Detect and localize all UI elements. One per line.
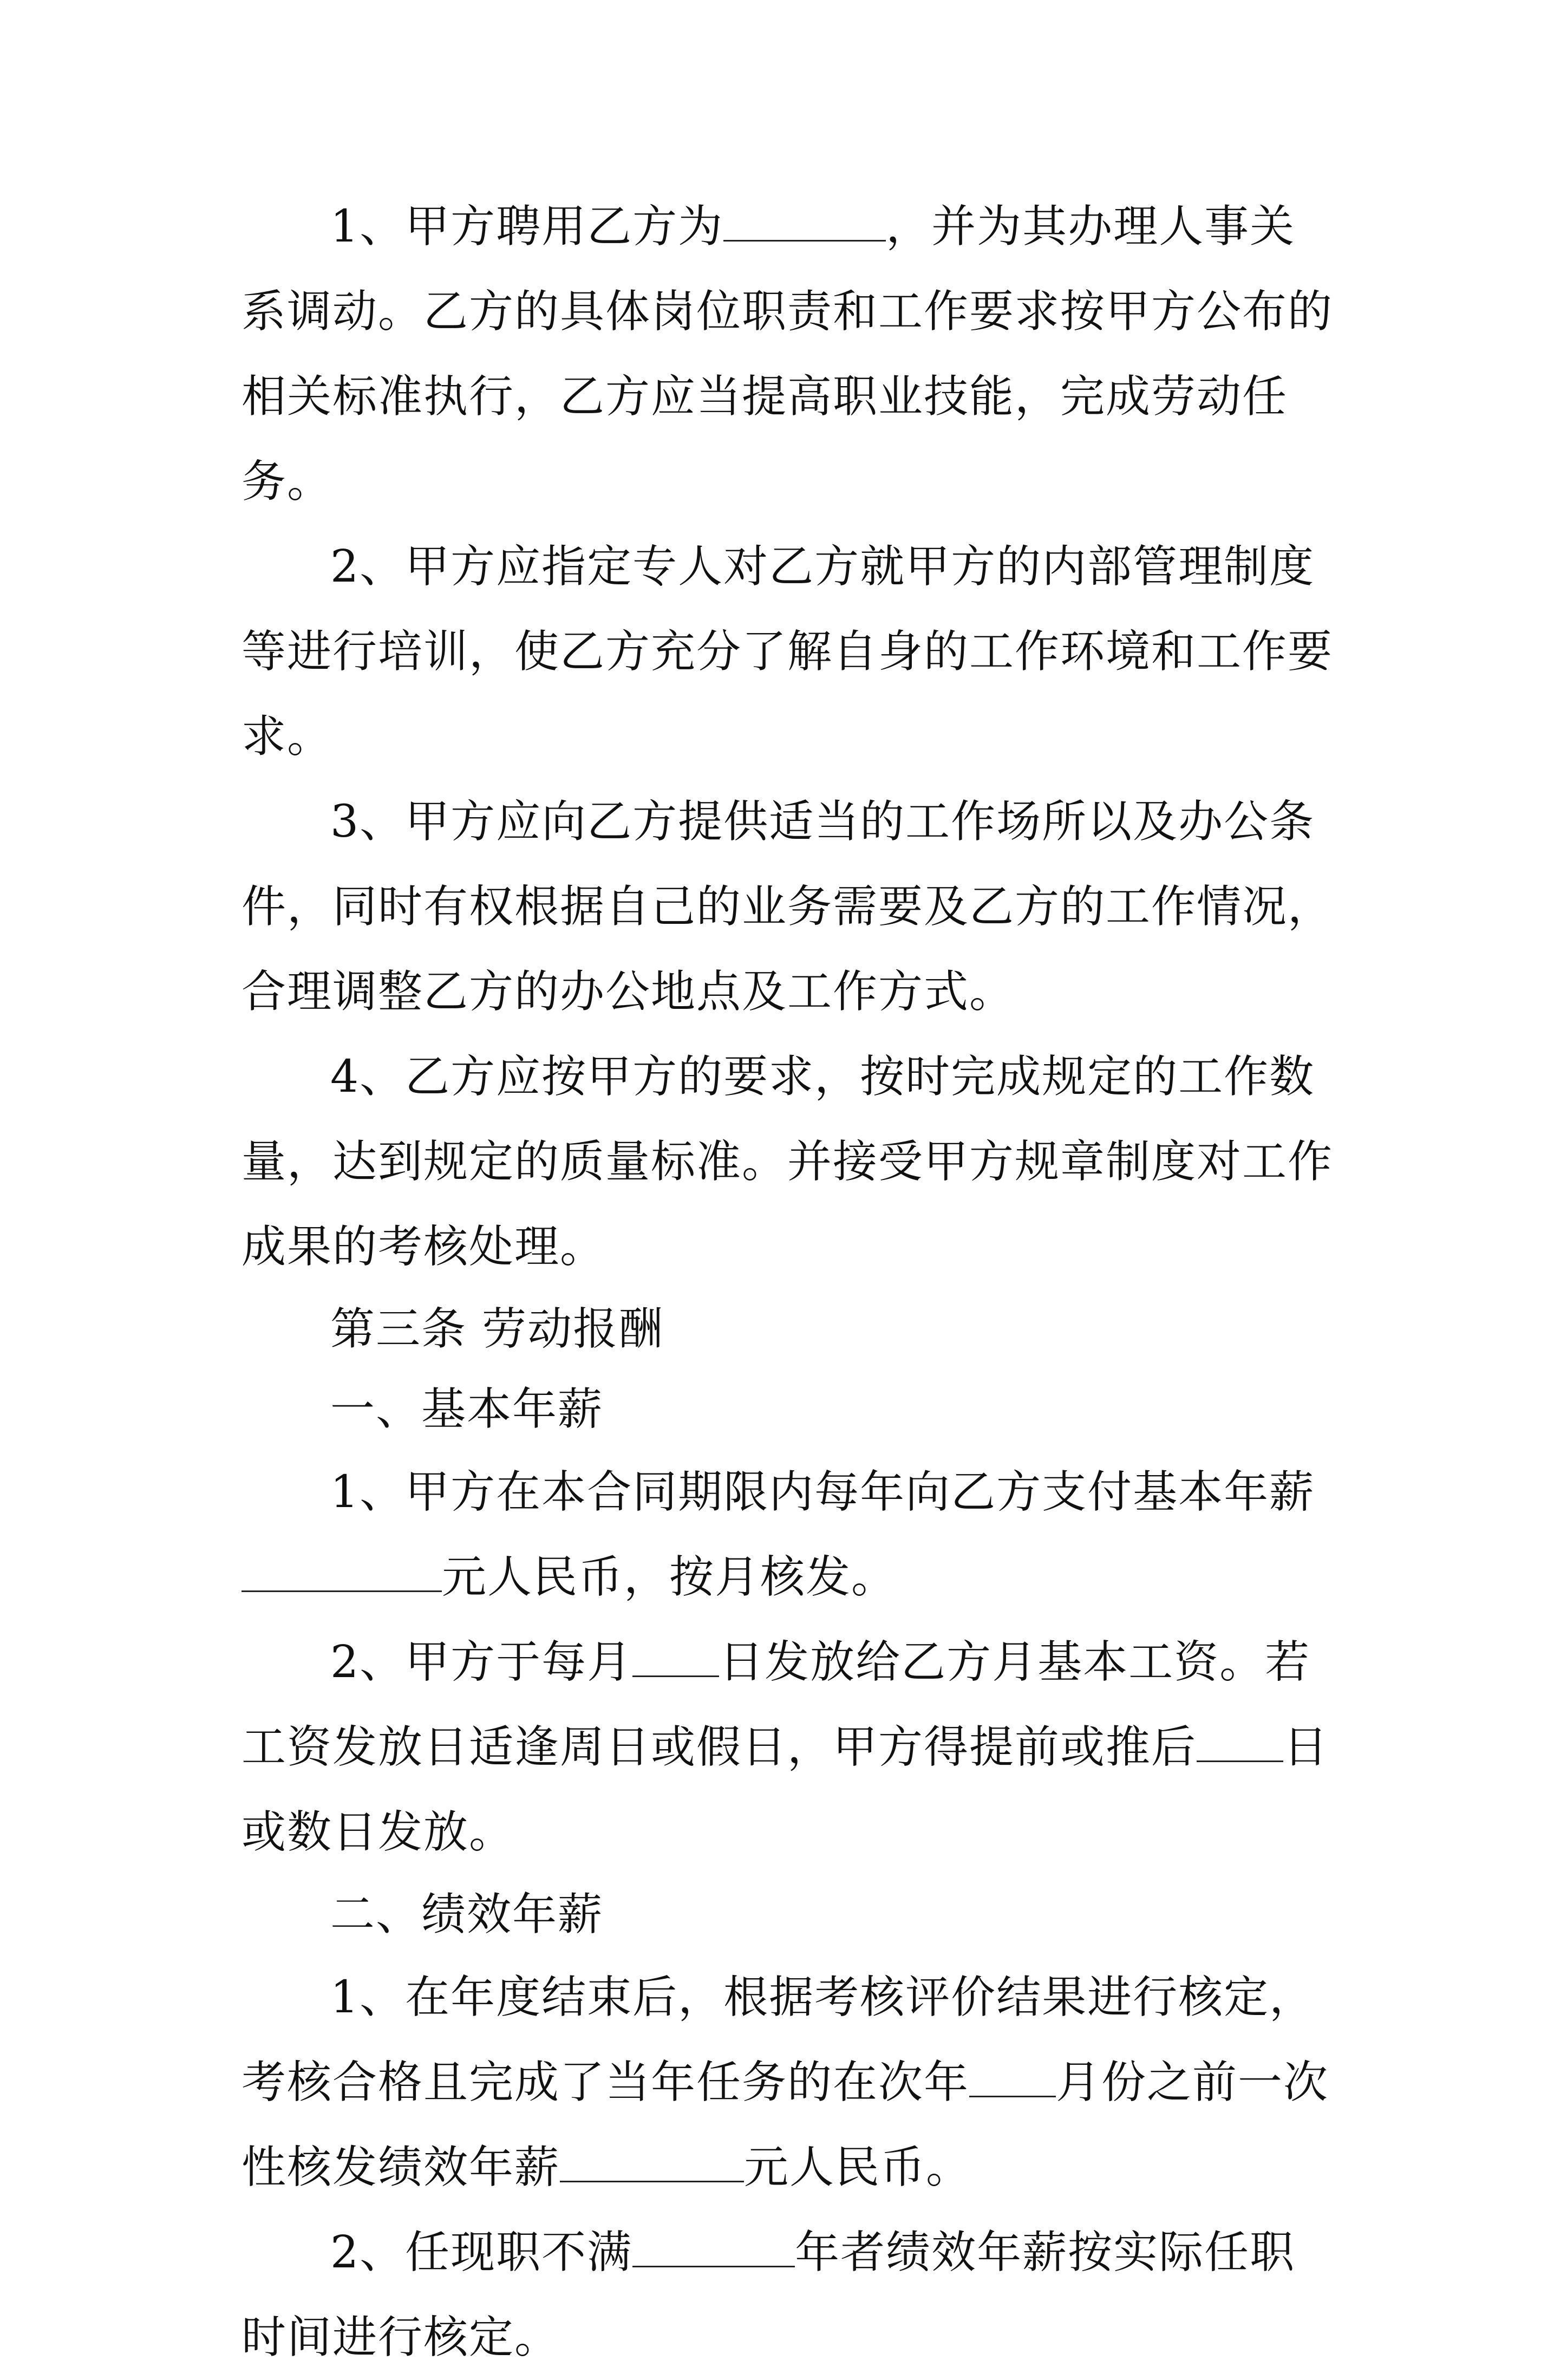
paragraph-text: 日发放给乙方月基本工资。若工资发放日适逢周日或假日，甲方得提前或推后 (241, 1636, 1311, 1773)
blank-month (969, 2056, 1056, 2097)
paragraph-text: 月份之前一次性核发绩效年薪 (241, 2057, 1329, 2193)
blank-amount (241, 1550, 442, 1592)
blank-day (632, 1635, 719, 1677)
blank-position (723, 200, 886, 242)
blank-years (632, 2226, 795, 2267)
paragraph-training: 2、甲方应指定专人对乙方就甲方的内部管理制度等进行培训，使乙方充分了解自身的工作环境和工作要求。 (241, 541, 1334, 762)
blank-amount (560, 2141, 744, 2182)
paragraph-text: 日或数日发放。 (241, 1722, 1329, 1858)
paragraph-work-quantity: 4、乙方应按甲方的要求，按时完成规定的工作数量，达到规定的质量标准。并接受甲方规章制度对工作成果的考核处理。 (241, 1051, 1334, 1273)
paragraph-text: 元人民币，按月核发。 (442, 1551, 897, 1603)
paragraph-text: 元人民币。 (744, 2142, 972, 2193)
paragraph-text: 1、甲方在本合同期限内每年向乙方支付基本年薪 (330, 1466, 1315, 1518)
paragraph-text: 2、甲方于每月 (330, 1636, 633, 1688)
paragraph-text: ，并为其办理人事关系调动。乙方的具体岗位职责和工作要求按甲方公布的相关标准执行，乙方应当提高职业技能，完成劳动任务。 (241, 201, 1334, 507)
paragraph-workplace: 3、甲方应向乙方提供适当的工作场所以及办公条件，同时有权根据自己的业务需要及乙方的工作情况，合理调整乙方的办公地点及工作方式。 (241, 796, 1334, 1018)
blank-days (1197, 1720, 1283, 1762)
paragraph-payday (241, 1620, 1341, 1875)
paragraph-text: 1、在年度结束后，根据考核评价结果进行核定，考核合格且完成了当年任务的在次年 (241, 1972, 1315, 2108)
document-page (241, 184, 1341, 2380)
paragraph-performance-assessment (241, 1955, 1341, 2210)
paragraph-employment (241, 184, 1341, 524)
paragraph-text: 1、甲方聘用乙方为 (330, 201, 724, 252)
paragraph-text: 年者绩效年薪按实际任职时间进行核定。 (241, 2227, 1296, 2363)
section-heading-performance-salary: 二、绩效年薪 (330, 1889, 604, 1940)
paragraph-tenure (241, 2210, 1341, 2380)
paragraph-text: 2、任现职不满 (330, 2227, 633, 2278)
article-heading-remuneration: 第三条 劳动报酬 (330, 1303, 664, 1355)
paragraph-basic-salary-amount (241, 1450, 1341, 1620)
section-heading-basic-salary: 一、基本年薪 (330, 1384, 604, 1435)
